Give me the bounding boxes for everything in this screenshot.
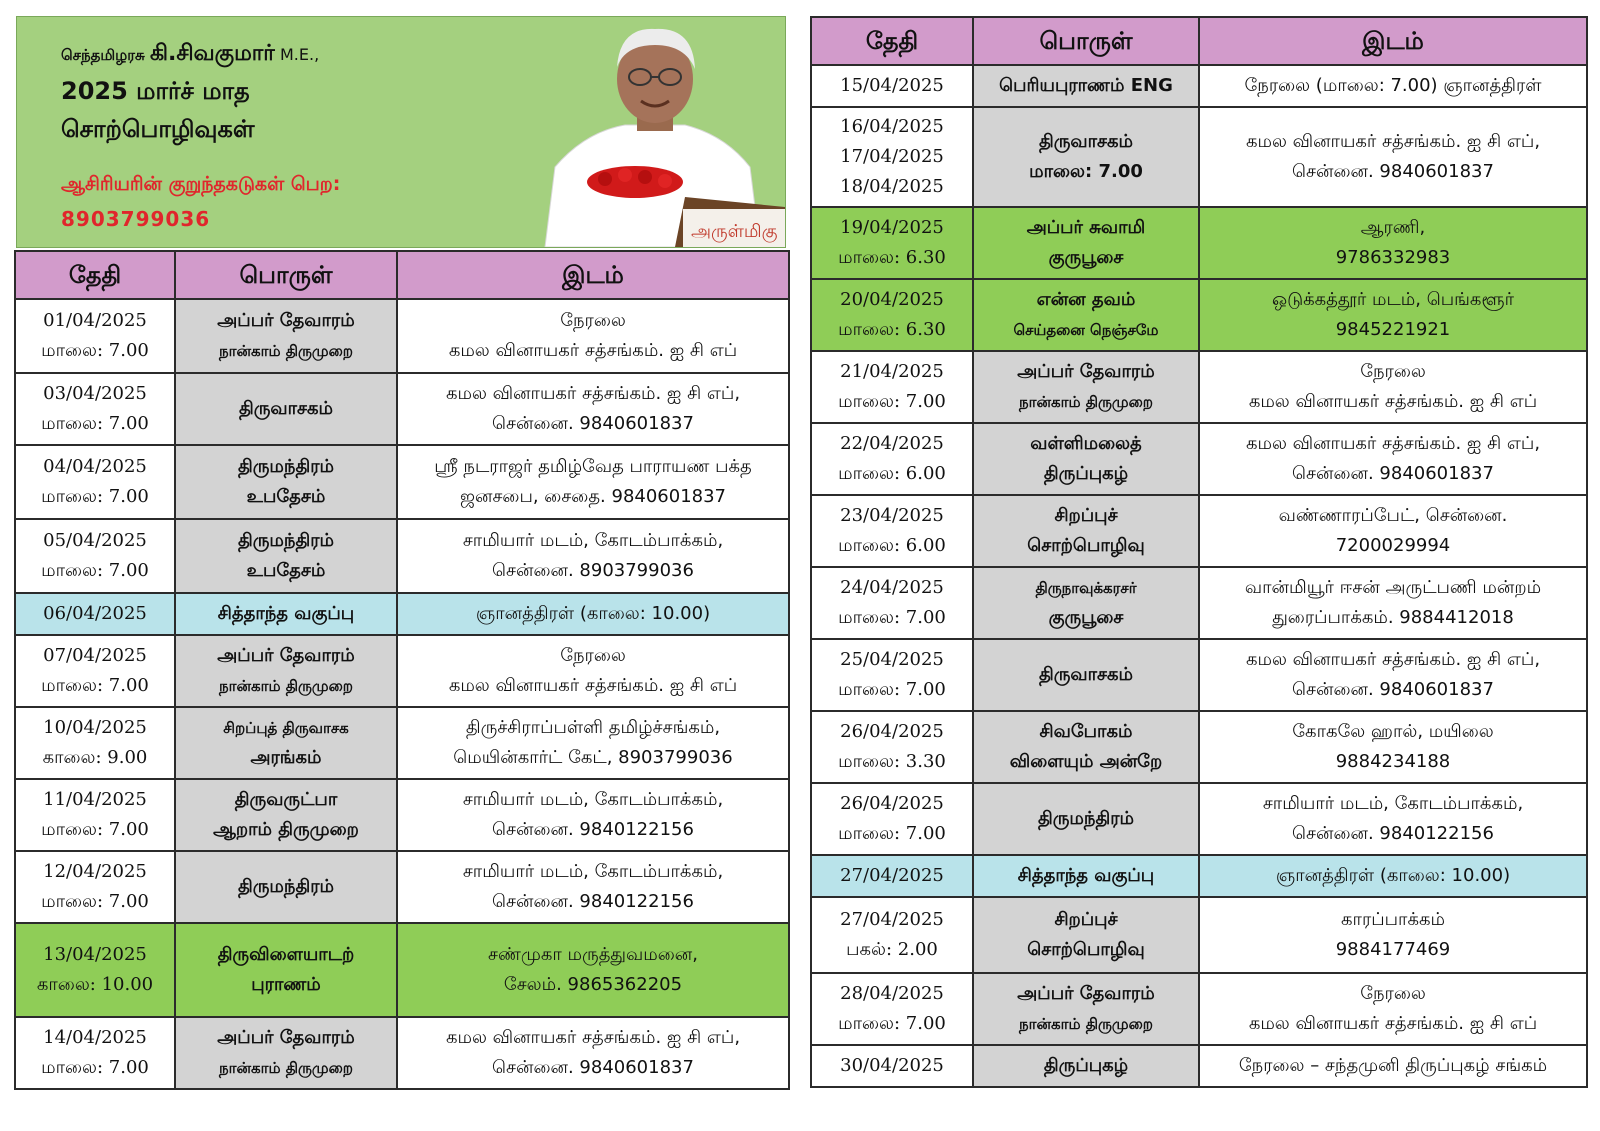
cell-place: [1199, 897, 1587, 973]
topic-line: சொற்பொழிவு: [1027, 535, 1145, 556]
table-row: [15, 519, 789, 593]
topic-line: மாலை: 7.00: [1029, 161, 1143, 182]
month-heading: 2025 மார்ச் மாத: [61, 77, 250, 105]
cell-date: [15, 445, 175, 519]
cell-topic: [175, 779, 397, 851]
topic-line: திருப்புகழ்: [1043, 463, 1129, 484]
date-line: 23/04/2025: [840, 505, 944, 526]
date-line: 12/04/2025: [43, 861, 147, 882]
place-line: கமல வினாயகர் சத்சங்கம். ஐ சி எப்,: [1245, 131, 1541, 152]
place-line: நேரலை – சந்தமுனி திருப்புகழ் சங்கம்: [1238, 1055, 1548, 1076]
place-line: கமல வினாயகர் சத்சங்கம். ஐ சி எப்: [1248, 1013, 1538, 1034]
place-line: சென்னை. 9840122156: [492, 819, 694, 840]
topic-line: ஆறாம் திருமுறை: [213, 819, 359, 840]
topic-line: நான்காம் திருமுறை: [219, 1059, 353, 1077]
column-header-topic: பொருள்: [973, 17, 1199, 65]
table-header-row: [15, 251, 789, 299]
table-row: [15, 373, 789, 445]
cell-date: [811, 279, 973, 351]
cell-date: [811, 495, 973, 567]
place-line: கமல வினாயகர் சத்சங்கம். ஐ சி எப்: [1248, 391, 1538, 412]
date-line: மாலை: 6.30: [838, 247, 946, 268]
cell-place: [397, 635, 789, 707]
date-line: மாலை: 7.00: [838, 679, 946, 700]
topic-line: திருநாவுக்கரசர்: [1035, 579, 1137, 597]
table-row: [15, 445, 789, 519]
cell-topic: [973, 711, 1199, 783]
topic-line: சித்தாந்த வகுப்பு: [217, 603, 355, 624]
topic-line: திருமந்திரம்: [238, 456, 334, 477]
cell-place: [1199, 711, 1587, 783]
cell-date: [811, 897, 973, 973]
speaker-line: [61, 41, 319, 69]
date-line: மாலை: 7.00: [41, 340, 149, 361]
topic-line: அரங்கம்: [250, 747, 322, 768]
cell-topic: [973, 351, 1199, 423]
cell-topic: [175, 519, 397, 593]
cell-place: [1199, 783, 1587, 855]
topic-line: திருவாசகம்: [238, 398, 334, 419]
cell-topic: [973, 897, 1199, 973]
date-line: மாலை: 7.00: [838, 391, 946, 412]
place-line: 9884177469: [1335, 939, 1451, 960]
topic-line: குருபூசை: [1048, 607, 1124, 628]
cell-place: [397, 779, 789, 851]
topic-line: உபதேசம்: [246, 560, 326, 581]
date-line: மாலை: 6.00: [838, 535, 946, 556]
column-header-place: இடம்: [397, 251, 789, 299]
date-line: 17/04/2025: [840, 146, 944, 167]
date-line: 01/04/2025: [43, 310, 147, 331]
table-row: [811, 423, 1587, 495]
topic-line: புராணம்: [251, 974, 321, 995]
cell-topic: [175, 923, 397, 1017]
cell-date: [811, 973, 973, 1045]
topic-line: திருமந்திரம்: [238, 530, 334, 551]
topic-line: திருமந்திரம்: [238, 876, 334, 897]
place-line: சேலம். 9865362205: [503, 974, 683, 995]
topic-line: திருமந்திரம்: [1038, 808, 1134, 829]
place-line: நேரலை: [560, 310, 626, 331]
date-line: 28/04/2025: [840, 983, 944, 1004]
date-line: காலை: 10.00: [36, 974, 154, 995]
cell-topic: [973, 639, 1199, 711]
cell-date: [811, 639, 973, 711]
topic-line: அப்பர் தேவாரம்: [1017, 983, 1155, 1004]
table-row: [811, 639, 1587, 711]
date-line: மாலை: 7.00: [41, 486, 149, 507]
cell-place: [397, 923, 789, 1017]
cell-date: [15, 519, 175, 593]
topic-line: சிவபோகம்: [1039, 721, 1133, 742]
table-row: [811, 107, 1587, 207]
topic-line: சிறப்புச்: [1054, 909, 1118, 930]
date-line: 25/04/2025: [840, 649, 944, 670]
topic-line: நான்காம் திருமுறை: [219, 342, 353, 360]
place-line: சென்னை. 9840601837: [1292, 679, 1494, 700]
date-line: மாலை: 7.00: [838, 823, 946, 844]
topic-line: திருப்புகழ்: [1043, 1055, 1129, 1076]
place-line: ஆரணி,: [1360, 217, 1426, 238]
date-line: மாலை: 7.00: [41, 413, 149, 434]
cell-topic: [175, 593, 397, 635]
table-row: [15, 851, 789, 923]
cell-place: [397, 373, 789, 445]
cell-date: [811, 65, 973, 107]
topic-line: திருவாசகம்: [1038, 131, 1134, 152]
date-line: 26/04/2025: [840, 721, 944, 742]
topic-line: அப்பர் தேவாரம்: [1017, 361, 1155, 382]
cell-place: [397, 299, 789, 373]
date-line: பகல்: 2.00: [846, 939, 938, 960]
topic-line: என்ன தவம்: [1036, 289, 1136, 310]
cell-topic: [973, 855, 1199, 897]
cell-place: [1199, 1045, 1587, 1087]
column-header-place: இடம்: [1199, 17, 1587, 65]
cell-date: [811, 423, 973, 495]
date-line: மாலை: 7.00: [838, 607, 946, 628]
cell-topic: [973, 495, 1199, 567]
cell-topic: [973, 107, 1199, 207]
cell-topic: [175, 373, 397, 445]
date-line: காலை: 9.00: [42, 747, 148, 768]
place-line: ஸ்ரீ நடராஜர் தமிழ்வேத பாராயண பக்த: [434, 456, 752, 477]
place-line: 9884234188: [1335, 751, 1451, 772]
table-row: [811, 973, 1587, 1045]
place-line: சாமியார் மடம், கோடம்பாக்கம்,: [462, 789, 724, 810]
topic-line: விளையும் அன்றே: [1009, 751, 1163, 772]
cell-place: [1199, 495, 1587, 567]
topic-line: அப்பர் சுவாமி: [1026, 217, 1146, 238]
place-line: ஒடுக்கத்தூர் மடம், பெங்களூர்: [1272, 289, 1514, 310]
cell-place: [1199, 65, 1587, 107]
speaker-photo: [525, 17, 785, 247]
cell-date: [811, 107, 973, 207]
cell-date: [15, 373, 175, 445]
table-row: [15, 299, 789, 373]
cell-date: [811, 783, 973, 855]
date-line: 22/04/2025: [840, 433, 944, 454]
column-header-date: தேதி: [15, 251, 175, 299]
cell-place: [397, 593, 789, 635]
place-line: நேரலை: [1360, 983, 1426, 1004]
place-line: கோகலே ஹால், மயிலை: [1292, 721, 1494, 742]
speaker-name: கி.சிவகுமார்: [149, 41, 275, 66]
cell-date: [15, 779, 175, 851]
lectures-heading: சொற்பொழிவுகள்: [61, 115, 255, 143]
place-line: நேரலை: [560, 645, 626, 666]
place-line: நேரலை (மாலை: 7.00) ஞானத்திரள்: [1244, 75, 1542, 96]
table-row: [811, 783, 1587, 855]
topic-line: அப்பர் தேவாரம்: [217, 645, 355, 666]
date-line: 30/04/2025: [840, 1055, 944, 1076]
table-row: [811, 855, 1587, 897]
place-line: ஞானத்திரள் (காலை: 10.00): [1275, 865, 1511, 886]
date-line: 15/04/2025: [840, 75, 944, 96]
cell-date: [811, 567, 973, 639]
place-line: சென்னை. 9840601837: [1292, 161, 1494, 182]
date-line: 19/04/2025: [840, 217, 944, 238]
date-line: 06/04/2025: [43, 603, 147, 624]
schedule-table-left: [14, 250, 790, 1090]
cell-place: [1199, 107, 1587, 207]
table-row: [15, 707, 789, 779]
place-line: 7200029994: [1335, 535, 1451, 556]
date-line: 05/04/2025: [43, 530, 147, 551]
date-line: 16/04/2025: [840, 116, 944, 137]
place-line: சென்னை. 9840601837: [492, 413, 694, 434]
cell-date: [15, 707, 175, 779]
table-row: [15, 635, 789, 707]
cell-place: [1199, 423, 1587, 495]
place-line: சென்னை. 9840122156: [492, 891, 694, 912]
place-line: கமல வினாயகர் சத்சங்கம். ஐ சி எப்: [448, 675, 738, 696]
date-line: 03/04/2025: [43, 383, 147, 404]
place-line: கமல வினாயகர் சத்சங்கம். ஐ சி எப்: [448, 340, 738, 361]
date-line: மாலை: 6.30: [838, 319, 946, 340]
date-line: மாலை: 7.00: [41, 819, 149, 840]
topic-line: பெரியபுராணம் ENG: [999, 75, 1173, 96]
date-line: 24/04/2025: [840, 577, 944, 598]
date-line: மாலை: 7.00: [838, 1013, 946, 1034]
topic-line: குருபூசை: [1048, 247, 1124, 268]
place-line: கமல வினாயகர் சத்சங்கம். ஐ சி எப்,: [445, 383, 741, 404]
cell-date: [15, 851, 175, 923]
date-line: மாலை: 7.00: [41, 560, 149, 581]
table-row: [811, 65, 1587, 107]
place-line: ஞானத்திரள் (காலை: 10.00): [475, 603, 711, 624]
column-header-date: தேதி: [811, 17, 973, 65]
cell-topic: [973, 567, 1199, 639]
cell-date: [811, 711, 973, 783]
date-line: 27/04/2025: [840, 865, 944, 886]
cell-date: [15, 635, 175, 707]
place-line: வண்ணாரப்பேட், சென்னை.: [1278, 505, 1508, 526]
cell-topic: [973, 783, 1199, 855]
date-line: 20/04/2025: [840, 289, 944, 310]
table-header-row: [811, 17, 1587, 65]
date-line: மாலை: 6.00: [838, 463, 946, 484]
topic-line: திருவாசகம்: [1038, 664, 1134, 685]
cell-date: [811, 207, 973, 279]
place-line: மெயின்கார்ட் கேட், 8903799036: [453, 747, 733, 768]
cell-topic: [973, 973, 1199, 1045]
topic-line: சிறப்புத் திருவாசக: [223, 719, 349, 737]
place-line: சாமியார் மடம், கோடம்பாக்கம்,: [462, 530, 724, 551]
cell-topic: [973, 279, 1199, 351]
place-line: காரப்பாக்கம்: [1341, 909, 1445, 930]
date-line: 10/04/2025: [43, 717, 147, 738]
topic-line: சொற்பொழிவு: [1027, 939, 1145, 960]
place-line: 9786332983: [1335, 247, 1451, 268]
cell-topic: [175, 1017, 397, 1089]
topic-line: வள்ளிமலைத்: [1030, 433, 1142, 454]
table-row: [811, 207, 1587, 279]
place-line: துரைப்பாக்கம். 9884412018: [1272, 607, 1514, 628]
cell-place: [1199, 279, 1587, 351]
table-row: [15, 1017, 789, 1089]
place-line: சென்னை. 9840601837: [1292, 463, 1494, 484]
cell-date: [15, 923, 175, 1017]
cell-topic: [973, 207, 1199, 279]
date-line: 13/04/2025: [43, 944, 147, 965]
topic-line: திருவருட்பா: [234, 789, 338, 810]
table-row: [811, 711, 1587, 783]
header-banner: [16, 16, 786, 248]
speaker-degree: M.E.,: [280, 45, 320, 64]
topic-line: அப்பர் தேவாரம்: [217, 310, 355, 331]
place-line: நேரலை: [1360, 361, 1426, 382]
topic-line: நான்காம் திருமுறை: [219, 677, 353, 695]
place-line: சென்னை. 8903799036: [492, 560, 694, 581]
contact-phone: 8903799036: [61, 207, 211, 231]
table-row: [811, 279, 1587, 351]
cell-topic: [175, 299, 397, 373]
date-line: மாலை: 7.00: [41, 1057, 149, 1078]
date-line: 27/04/2025: [840, 909, 944, 930]
topic-line: நான்காம் திருமுறை: [1019, 393, 1153, 411]
cell-date: [15, 299, 175, 373]
cell-place: [397, 445, 789, 519]
place-line: ஜனசபை, சைதை. 9840601837: [459, 486, 727, 507]
table-row: [15, 923, 789, 1017]
cell-place: [1199, 855, 1587, 897]
table-row: [15, 593, 789, 635]
place-line: கமல வினாயகர் சத்சங்கம். ஐ சி எப்,: [445, 1027, 741, 1048]
place-line: 9845221921: [1335, 319, 1451, 340]
table-row: [811, 567, 1587, 639]
place-line: வான்மியூர் ஈசன் அருட்பணி மன்றம்: [1244, 577, 1542, 598]
cell-topic: [175, 445, 397, 519]
cell-topic: [973, 423, 1199, 495]
schedule-table-right: [810, 16, 1588, 1088]
cell-place: [1199, 207, 1587, 279]
cell-topic: [973, 1045, 1199, 1087]
place-line: சாமியார் மடம், கோடம்பாக்கம்,: [1262, 793, 1524, 814]
cell-topic: [973, 65, 1199, 107]
date-line: 26/04/2025: [840, 793, 944, 814]
table-row: [811, 1045, 1587, 1087]
topic-line: உபதேசம்: [246, 486, 326, 507]
cell-place: [397, 519, 789, 593]
date-line: மாலை: 7.00: [41, 891, 149, 912]
cell-place: [1199, 351, 1587, 423]
banner-text: அருள்மிகு: [691, 221, 778, 242]
contact-label: ஆசிரியரின் குறுந்தகடுகள் பெற:: [61, 173, 341, 195]
cell-topic: [175, 635, 397, 707]
cell-place: [1199, 973, 1587, 1045]
cell-date: [811, 351, 973, 423]
cell-place: [397, 1017, 789, 1089]
place-line: சாமியார் மடம், கோடம்பாக்கம்,: [462, 861, 724, 882]
date-line: 11/04/2025: [43, 789, 147, 810]
cell-date: [811, 1045, 973, 1087]
topic-line: அப்பர் தேவாரம்: [217, 1027, 355, 1048]
table-row: [15, 779, 789, 851]
cell-topic: [175, 707, 397, 779]
cell-place: [1199, 639, 1587, 711]
date-line: 18/04/2025: [840, 176, 944, 197]
date-line: 07/04/2025: [43, 645, 147, 666]
table-row: [811, 351, 1587, 423]
place-line: சென்னை. 9840601837: [492, 1057, 694, 1078]
topic-line: சித்தாந்த வகுப்பு: [1017, 865, 1155, 886]
title-prefix: செந்தமிழரசு: [61, 46, 145, 64]
date-line: 21/04/2025: [840, 361, 944, 382]
table-row: [811, 897, 1587, 973]
cell-place: [397, 707, 789, 779]
cell-date: [15, 1017, 175, 1089]
date-line: 14/04/2025: [43, 1027, 147, 1048]
topic-line: சிறப்புச்: [1054, 505, 1118, 526]
place-line: சண்முகா மருத்துவமனை,: [488, 944, 698, 965]
topic-line: திருவிளையாடற்: [217, 944, 355, 965]
date-line: மாலை: 7.00: [41, 675, 149, 696]
place-line: சென்னை. 9840122156: [1292, 823, 1494, 844]
column-header-topic: பொருள்: [175, 251, 397, 299]
place-line: கமல வினாயகர் சத்சங்கம். ஐ சி எப்,: [1245, 433, 1541, 454]
cell-topic: [175, 851, 397, 923]
place-line: கமல வினாயகர் சத்சங்கம். ஐ சி எப்,: [1245, 649, 1541, 670]
cell-place: [397, 851, 789, 923]
date-line: மாலை: 3.30: [838, 751, 946, 772]
place-line: திருச்சிராப்பள்ளி தமிழ்ச்சங்கம்,: [465, 717, 721, 738]
topic-line: செய்தனை நெஞ்சமே: [1013, 321, 1159, 339]
date-line: 04/04/2025: [43, 456, 147, 477]
cell-date: [15, 593, 175, 635]
cell-date: [811, 855, 973, 897]
table-row: [811, 495, 1587, 567]
topic-line: நான்காம் திருமுறை: [1019, 1015, 1153, 1033]
cell-place: [1199, 567, 1587, 639]
